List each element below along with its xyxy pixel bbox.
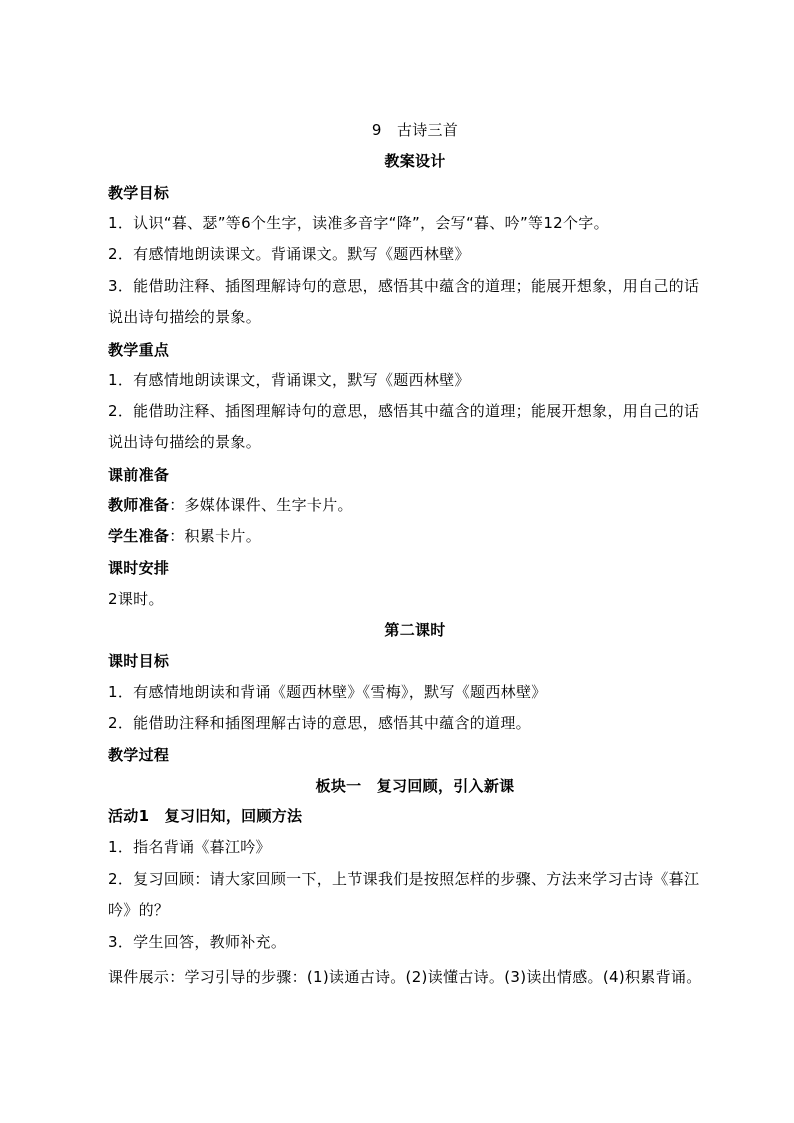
key-item-1: 1．有感情地朗读课文，背诵课文，默写《题西林壁》 bbox=[108, 371, 470, 389]
doc-subtitle: 教案设计 bbox=[384, 152, 446, 170]
courseware-line: 课件展示：学习引导的步骤：(1)读通古诗。(2)读懂古诗。(3)读出情感。(4)积累背诵。 bbox=[108, 968, 702, 986]
activity-heading bbox=[108, 806, 722, 826]
key-heading: 教学重点 bbox=[108, 341, 170, 359]
step-2-cont: 吟》的？ bbox=[108, 901, 170, 919]
process-heading: 教学过程 bbox=[108, 746, 170, 764]
schedule-text: 2课时。 bbox=[108, 590, 164, 608]
teacher-prep-label: 教师准备 bbox=[108, 496, 170, 514]
schedule-heading: 课时安排 bbox=[108, 559, 170, 577]
student-prep bbox=[108, 526, 722, 546]
student-prep-text: ：积累卡片。 bbox=[169, 527, 262, 545]
prep-heading: 课前准备 bbox=[108, 466, 170, 484]
lesson-goal-heading: 课时目标 bbox=[108, 652, 170, 670]
goal-item-2: 2．有感情地朗读课文。背诵课文。默写《题西林壁》 bbox=[108, 245, 470, 263]
key-item-2: 2．能借助注释、插图理解诗句的意思，感悟其中蕴含的道理；能展开想象，用自己的话 bbox=[108, 402, 700, 420]
goal-heading: 教学目标 bbox=[108, 184, 170, 202]
key-item-2-cont: 说出诗句描绘的景象。 bbox=[108, 433, 262, 451]
block-heading: 板块一 复习回顾，引入新课 bbox=[315, 777, 515, 795]
doc-title: 9 古诗三首 bbox=[371, 121, 459, 139]
activity-heading-text: 活动1 复习旧知，回顾方法 bbox=[108, 807, 303, 825]
lesson-goal-2: 2．能借助注释和插图理解古诗的意思，感悟其中蕴含的道理。 bbox=[108, 714, 531, 732]
teacher-prep-text: ：多媒体课件、生字卡片。 bbox=[169, 496, 353, 514]
step-1: 1．指名背诵《暮江吟》 bbox=[108, 838, 271, 856]
step-3: 3．学生回答，教师补充。 bbox=[108, 933, 287, 951]
lesson-heading: 第二课时 bbox=[384, 621, 446, 639]
goal-item-3-cont: 说出诗句描绘的景象。 bbox=[108, 308, 262, 326]
goal-item-1: 1．认识“暮、瑟”等6个生字，读准多音字“降”，会写“暮、吟”等12个字。 bbox=[108, 214, 609, 232]
goal-item-3: 3．能借助注释、插图理解诗句的意思，感悟其中蕴含的道理；能展开想象，用自己的话 bbox=[108, 277, 700, 295]
step-2: 2．复习回顾：请大家回顾一下，上节课我们是按照怎样的步骤、方法来学习古诗《暮江 bbox=[108, 870, 700, 888]
teacher-prep bbox=[108, 495, 722, 515]
lesson-goal-1: 1．有感情地朗读和背诵《题西林壁》《雪梅》，默写《题西林壁》 bbox=[108, 683, 547, 701]
student-prep-label: 学生准备 bbox=[108, 527, 170, 545]
